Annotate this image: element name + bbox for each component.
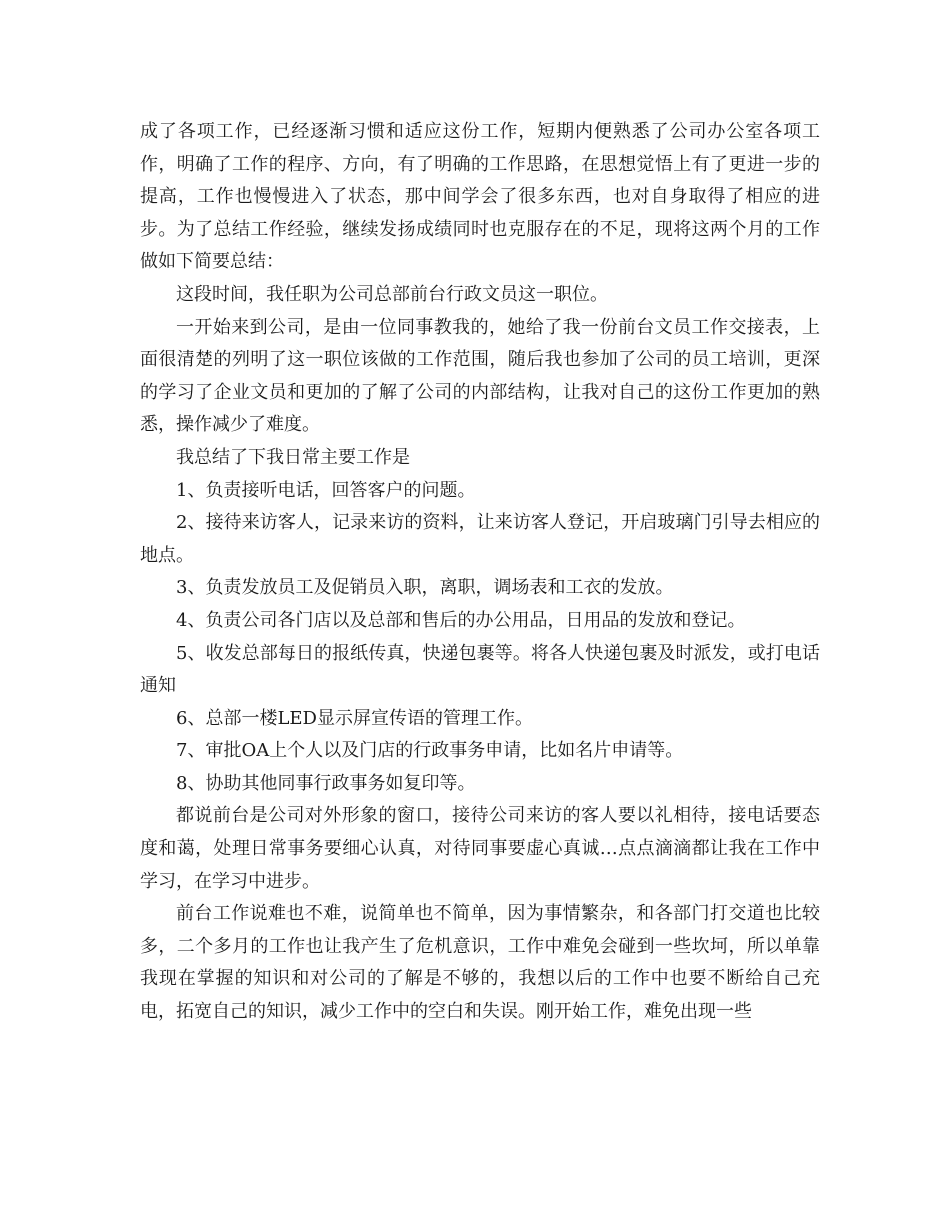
list-item: 2、接待来访客人，记录来访的资料，让来访客人登记，开启玻璃门引导去相应的地点。 — [140, 512, 820, 566]
paragraph: 成了各项工作，已经逐渐习惯和适应这份工作，短期内便熟悉了公司办公室各项工作，明确了工作的程序、方向，有了明确的工作思路，在思想觉悟上有了更进一步的提高，工作也慢慢进入了状态，那中间学会了很多东西，也对自身取得了相应的进步。为了总结工作经验，继续发扬成绩同时也克服存在的不足，现将这两个月的工作做如下简要总结： — [140, 121, 820, 273]
paragraph: 前台工作说难也不难，说简单也不简单，因为事情繁杂，和各部门打交道也比较多，二个多月的工作也让我产生了危机意识，工作中难免会碰到一些坎坷，所以单靠我现在掌握的知识和对公司的了解是不够的，我想以后的工作中也要不断给自己充电，拓宽自己的知识，减少工作中的空白和失误。刚开始工作，难免出现一些 — [140, 903, 820, 1023]
list-item: 7、审批OA上个人以及门店的行政事务申请，比如名片申请等。 — [176, 740, 684, 762]
list-item: 5、收发总部每日的报纸传真，快递包裹等。将各人快递包裹及时派发，或打电话通知 — [140, 642, 820, 697]
document-body — [140, 116, 820, 1029]
list-item: 4、负责公司各门店以及总部和售后的办公用品，日用品的发放和登记。 — [176, 609, 746, 631]
list-item: 8、协助其他同事行政事务如复印等。 — [176, 772, 476, 794]
list-item: 6、总部一楼LED显示屏宣传语的管理工作。 — [176, 707, 533, 729]
list-item: 3、负责发放员工及促销员入职，离职，调场表和工衣的发放。 — [176, 577, 674, 599]
paragraph: 一开始来到公司，是由一位同事教我的，她给了我一份前台文员工作交接表，上面很清楚的列明了这一职位该做的工作范围，随后我也参加了公司的员工培训，更深的学习了企业文员和更加的了解了公司的内部结构，让我对自己的这份工作更加的熟悉，操作减少了难度。 — [140, 316, 820, 436]
paragraph: 这段时间，我任职为公司总部前台行政文员这一职位。 — [176, 283, 608, 305]
list-item: 1、负责接听电话，回答客户的问题。 — [176, 479, 476, 501]
paragraph: 我总结了下我日常主要工作是 — [176, 446, 410, 468]
paragraph: 都说前台是公司对外形象的窗口，接待公司来访的客人要以礼相待，接电话要态度和蔼，处理日常事务要细心认真，对待同事要虚心真诚…点点滴滴都让我在工作中学习，在学习中进步。 — [140, 805, 820, 892]
